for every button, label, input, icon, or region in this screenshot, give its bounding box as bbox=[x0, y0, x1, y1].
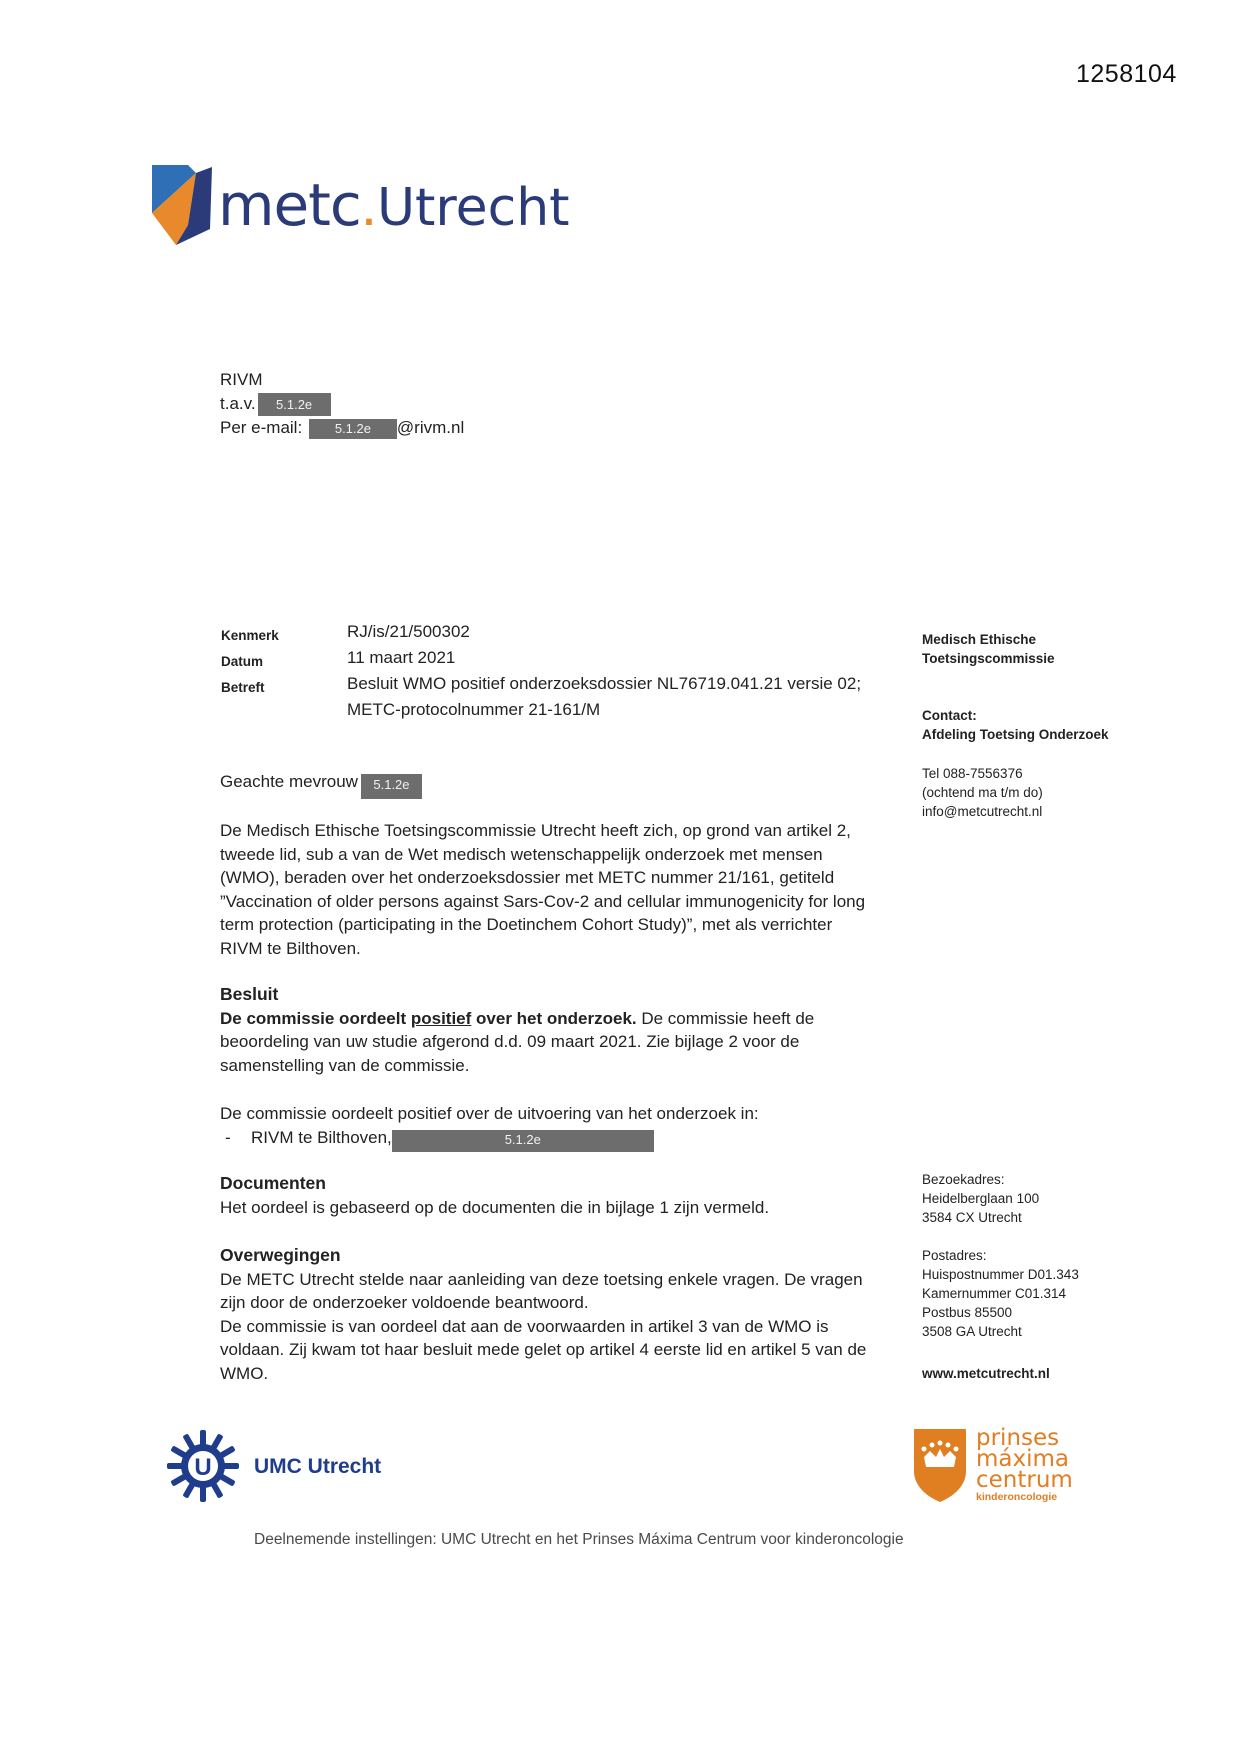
addressee-email: Per e-mail: 5.1.2e @rivm.nl bbox=[220, 418, 465, 437]
datum-label: Datum bbox=[221, 654, 264, 669]
betreft-line-2: METC-protocolnummer 21-161/M bbox=[347, 700, 601, 719]
datum-value: 11 maart 2021 bbox=[347, 648, 456, 667]
document-number: 1258104 bbox=[1076, 60, 1177, 88]
sidebar-phone: Tel 088-7556376 (ochtend ma t/m do) info@metcutrecht.nl bbox=[922, 766, 1043, 819]
greeting: Geachte mevrouw 5.1.2e bbox=[220, 770, 422, 799]
uitvoering-line: De commissie oordeelt positief over de uitvoering van het onderzoek in: bbox=[220, 1104, 759, 1123]
documenten-heading: Documenten bbox=[220, 1173, 326, 1193]
metc-logo-wordmark: metc.Utrecht bbox=[218, 171, 570, 239]
site-item: RIVM te Bilthoven, 5.1.2e bbox=[251, 1126, 654, 1152]
sidebar-org: Medisch Ethische Toetsingscommissie bbox=[922, 632, 1055, 666]
addressee-tav: t.a.v. 5.1.2e bbox=[220, 392, 464, 416]
sidebar-postal-address: Postadres: Huispostnummer D01.343 Kamernummer C01.314 Postbus 85500 3508 GA Utrecht bbox=[922, 1248, 1079, 1339]
kenmerk-value: RJ/is/21/500302 bbox=[347, 622, 470, 641]
redaction-box: 5.1.2e bbox=[361, 774, 422, 799]
documenten-section: Documenten Het oordeel is gebaseerd op de documenten die in bijlage 1 zijn vermeld. bbox=[220, 1172, 910, 1219]
overwegingen-section: Overwegingen De METC Utrecht stelde naar aanleiding van deze toetsing enkele vragen. De vragen zijn door de onderzoeker voldoende beantwoord. De commissie is van oordeel dat aan de voorwaarden in artikel 3 van de WMO is voldaan. Zij kwam tot haar besluit mede gelet op artikel 4 eerste lid en artikel 5 van de WMO. bbox=[220, 1244, 910, 1385]
kenmerk-label: Kenmerk bbox=[221, 628, 279, 643]
redaction-box: 5.1.2e bbox=[258, 393, 331, 416]
intro-paragraph: De Medisch Ethische Toetsingscommissie Utrecht heeft zich, op grond van artikel 2, tweede lid, sub a van de Wet medisch wetenschappelijk onderzoek met mensen (WMO), beraden over het onderzoeksdossier met METC nummer 21/161, getiteld ”Vaccination of older persons against Sars-Cov-2 and cellular immunogenicity for long term protection (participating in the Doetinchem Cohort Study)”, met als verrichter RIVM te Bilthoven. bbox=[220, 821, 866, 958]
betreft-label: Betreft bbox=[221, 680, 265, 695]
pmc-logo-text: prinses máxima centrum kinderoncologie bbox=[976, 1425, 1073, 1503]
betreft-line-1: Besluit WMO positief onderzoeksdossier NL76719.041.21 versie 02; bbox=[347, 674, 862, 693]
site-bullet-dash: - bbox=[225, 1128, 231, 1147]
sidebar-email[interactable]: info@metcutrecht.nl bbox=[922, 804, 1043, 819]
participating-institutions: Deelnemende instellingen: UMC Utrecht en het Prinses Máxima Centrum voor kinderoncologie bbox=[254, 1531, 904, 1548]
pmc-logo-shield bbox=[912, 1427, 968, 1503]
umc-logo-mark bbox=[165, 1428, 241, 1504]
addressee-block bbox=[220, 368, 464, 440]
sidebar-contact: Contact: Afdeling Toetsing Onderzoek bbox=[922, 708, 1109, 742]
umc-logo-text: UMC Utrecht bbox=[254, 1455, 382, 1478]
besluit-heading: Besluit bbox=[220, 984, 279, 1004]
redaction-box: 5.1.2e bbox=[309, 419, 397, 439]
sidebar-website[interactable]: www.metcutrecht.nl bbox=[922, 1366, 1050, 1381]
redaction-box: 5.1.2e bbox=[392, 1130, 654, 1152]
metc-logo-mark bbox=[152, 165, 212, 245]
umc-logo-letter: U bbox=[194, 1454, 212, 1481]
besluit-section: Besluit De commissie oordeelt positief over het onderzoek. De commissie heeft de beoordeling van uw studie afgerond d.d. 09 maart 2021. Zie bijlage 2 voor de samenstelling van de commissie. bbox=[220, 983, 910, 1077]
sidebar-visit-address: Bezoekadres: Heidelberglaan 100 3584 CX Utrecht bbox=[922, 1172, 1040, 1225]
addressee-org: RIVM bbox=[220, 370, 263, 389]
overwegingen-heading: Overwegingen bbox=[220, 1245, 341, 1265]
